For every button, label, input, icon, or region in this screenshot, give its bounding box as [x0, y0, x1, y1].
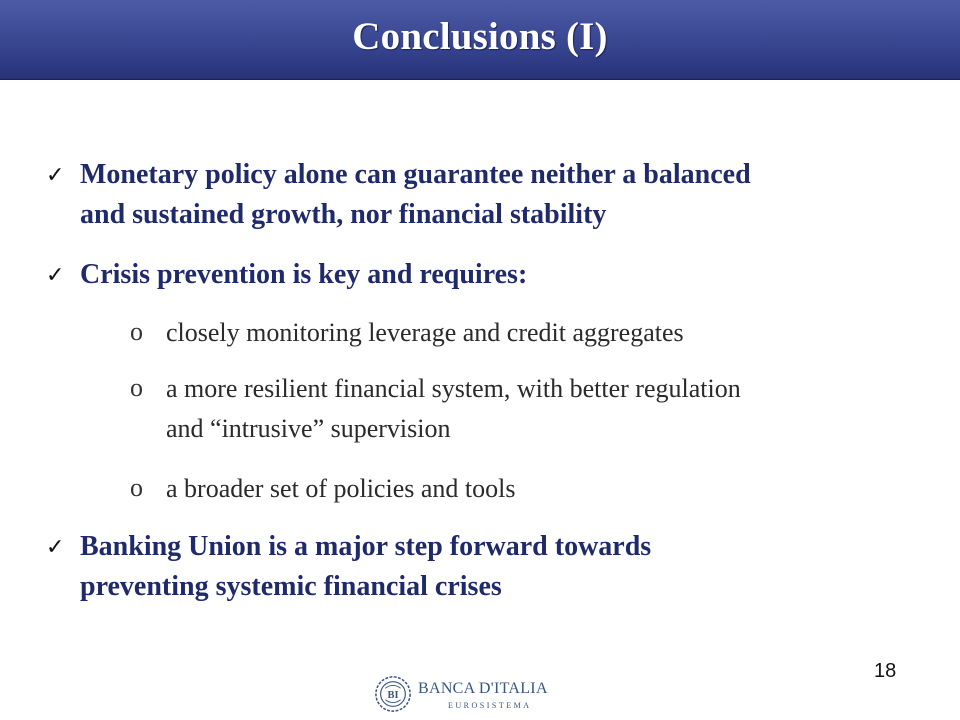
page-number: 18 [874, 660, 897, 682]
bullet-3-line-1: Banking Union is a major step forward towards [80, 531, 652, 562]
sub-bullet-marker: o [130, 317, 143, 346]
bullet-3-text [80, 527, 920, 607]
bullet-1-text [80, 155, 920, 235]
sub-item-1-text [166, 313, 926, 353]
checkmark-icon: ✓ [46, 163, 65, 188]
sub-bullet-marker: o [130, 373, 143, 402]
sub-item-1-line-1: closely monitoring leverage and credit aggregates [166, 318, 684, 347]
checkmark-icon: ✓ [46, 535, 65, 560]
sub-item-3-line-1: a broader set of policies and tools [166, 474, 516, 503]
sub-item-2-line-1: a more resilient financial system, with better regulation [166, 374, 741, 403]
sub-bullet-marker: o [130, 473, 143, 502]
logo-subtitle: EUROSISTEMA [448, 701, 532, 710]
sub-item-3-text [166, 469, 926, 509]
sub-item-2-line-2: and “intrusive” supervision [166, 414, 451, 443]
bullet-2-line-1: Crisis prevention is key and requires: [80, 259, 528, 290]
bullet-1-line-2: and sustained growth, nor financial stability [80, 199, 607, 230]
banca-ditalia-emblem-icon [374, 675, 412, 713]
bullet-1-line-1: Monetary policy alone can guarantee neither a balanced [80, 159, 751, 190]
bullet-3-line-2: preventing systemic financial crises [80, 571, 502, 602]
checkmark-icon: ✓ [46, 263, 65, 288]
logo-name: BANCA D'ITALIA [418, 680, 548, 697]
bullet-2-text [80, 255, 920, 295]
sub-item-2-text [166, 369, 926, 449]
svg-text:BI: BI [387, 689, 399, 701]
banca-ditalia-logo [374, 673, 554, 717]
slide-title: Conclusions (I) [352, 15, 608, 58]
